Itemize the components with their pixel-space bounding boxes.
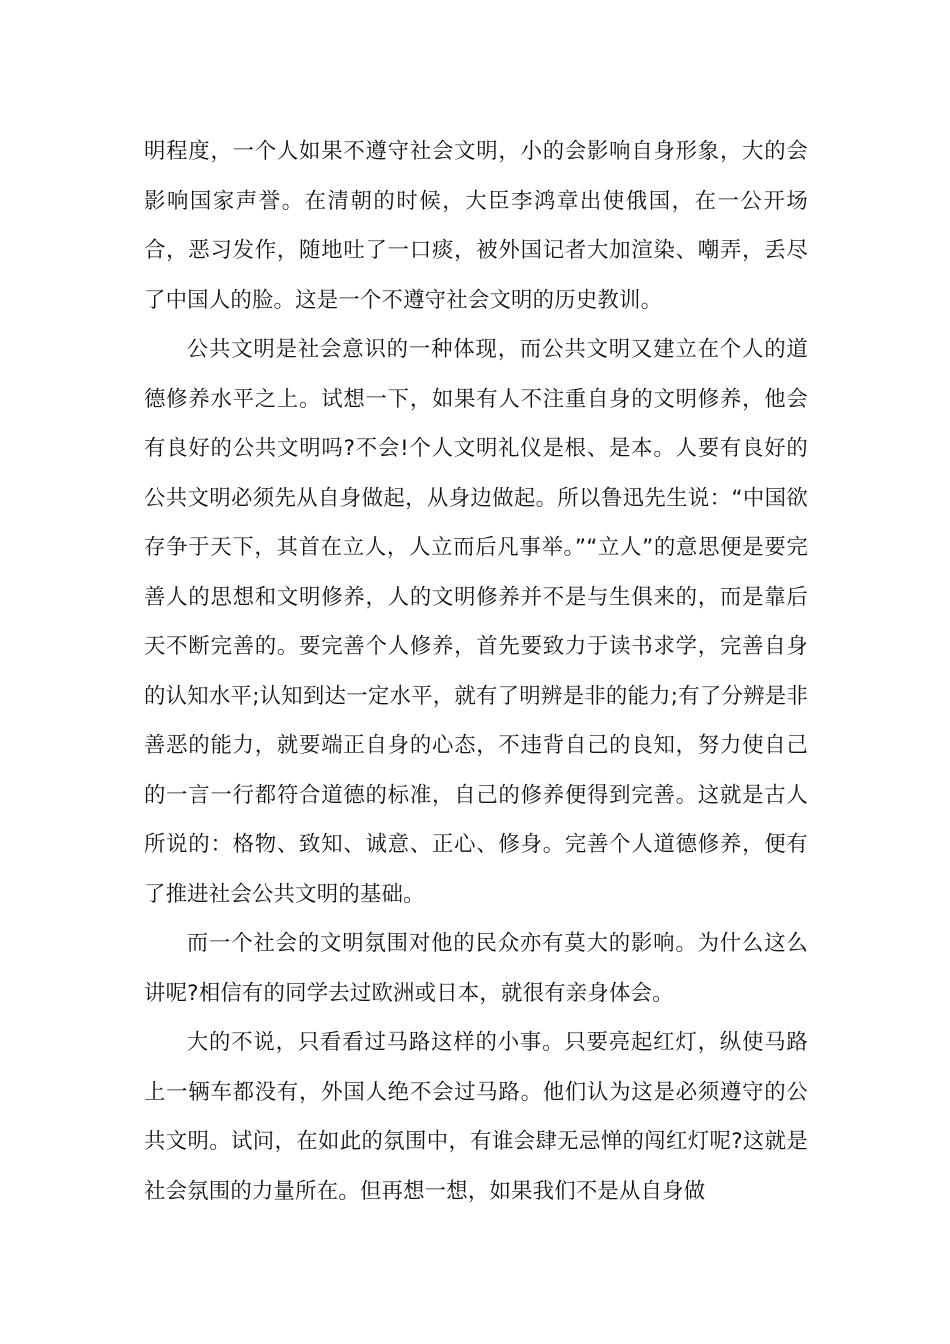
paragraph-4: 大的不说，只看看过马路这样的小事。只要亮起红灯，纵使马路上一辆车都没有，外国人绝不会过马路。他们认为这是必须遵守的公共文明。试问，在如此的氛围中，有谁会肆无忌惮的闯红灯呢?这就是社会氛围的力量所在。但再想一想，如果我们不是从自身做 [144,1030,808,1204]
paragraph-2: 公共文明是社会意识的一种体现，而公共文明又建立在个人的道德修养水平之上。试想一下，如果有人不注重自身的文明修养，他会有良好的公共文明吗?不会!个人文明礼仪是根、是本。人要有良好的公共文明必须先从自身做起，从身边做起。所以鲁迅先生说：“中国欲存争于天下，其首在立人，人立而后凡事举。”“立人”的意思便是要完善人的思想和文明修养，人的文明修养并不是与生俱来的，而是靠后天不断完善的。要完善个人修养，首先要致力于读书求学，完善自身的认知水平;认知到达一定水平，就有了明辨是非的能力;有了分辨是非善恶的能力，就要端正自身的心态，不违背自己的良知，努力使自己的一言一行都符合道德的标准，自己的修养便得到完善。这就是古人所说的：格物、致知、诚意、正心、修身。完善个人道德修养，便有了推进社会公共文明的基础。 [144,337,808,907]
document-body [144,127,808,1216]
paragraph-1: 明程度，一个人如果不遵守社会文明，小的会影响自身形象，大的会影响国家声誉。在清朝的时候，大臣李鸿章出使俄国，在一公开场合，恶习发作，随地吐了一口痰，被外国记者大加渲染、嘲弄，丢尽了中国人的脸。这是一个不遵守社会文明的历史教训。 [144,139,808,313]
paragraph-3: 而一个社会的文明氛围对他的民众亦有莫大的影响。为什么这么讲呢?相信有的同学去过欧洲或日本，就很有亲身体会。 [144,931,808,1006]
